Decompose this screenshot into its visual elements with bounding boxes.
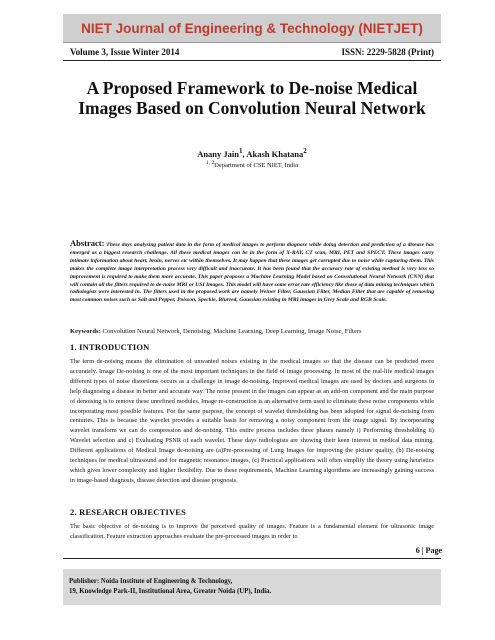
abstract-block [70, 240, 434, 305]
section-text-introduction: The term de-noising means the elimination of unwanted noises existing in the medical images so that the disease can be predicted more accurately. Image De-noising is one of the most important techniques in the field of image processing. In most of the real-life medical images different types of noise distortions occurs as a challenge in image de-noising. Improved medical images are used by doctors and surgeons to help diagnosing a disease in better and accurate way. The noise present in the images can appear as an add-on component and the main purpose of denoising is to remove these unrefined modules. Image re-construction is an alternative term used to eliminate these noise components while incorporating most possible features. For the same purpose, the concept of wavelet thresholding has been adopted for signal de-noising from centuries. This is because the wavelet provides a suitable basis for removing a noisy component from the image signal. By incorporating wavelet transform we can do compression and de-noising. This entire process includes three phases namely i) Performing thresholding ii) Wavelet selection and c) Evaluating PSNR of each wavelet. These days radiologists are showing their keen interest in medical data mining. Different applications of Medical Image de-noising are (a)Pre-processing of Lung Images for improving the picture quality, (b) De-noising techniques for medical ultrasound and for magnetic resonance images, (c) Practical applications will often simplify the theory using heuristics which gives lower complexity and higher flexibility. Due to these requirements, Machine Learning algorithms are increasingly gaining success in image-based diagnosis, disease detection and disease prognosis. [70, 358, 434, 484]
abstract-label: Abstract: [70, 238, 105, 248]
volume-info: Volume 3, Issue Winter 2014 [70, 47, 180, 57]
keywords-line [70, 327, 434, 336]
paper-title: A Proposed Framework to De-noise Medical Images Based on Convolution Neural Network [78, 78, 426, 118]
affiliation-sup: 1, 2 [206, 160, 215, 166]
keywords-label: Keywords: [70, 328, 101, 335]
issn-info: ISSN: 2229-5828 (Print) [341, 47, 434, 57]
publisher-footer [63, 569, 441, 605]
volume-issn-row [70, 47, 434, 57]
publisher-line-1: Publisher: Noida Institute of Engineering & Technology, [69, 578, 233, 585]
section-heading-research-objectives: 2. RESEARCH OBJECTIVES [70, 507, 187, 517]
header-divider [63, 60, 441, 61]
page-number: 6 | Page [415, 546, 442, 555]
affiliation: Department of CSE NIET, India [214, 162, 298, 170]
keywords-text: Convolution Neural Network, Denoising, Machine Learning, Deep Learning, Image Noise, Filters [102, 328, 362, 335]
journal-header-band [63, 14, 441, 43]
author-sup: 2 [303, 147, 307, 155]
abstract-text: These days analysing patient data in the form of medical images to perform diagnose while doing detection and prediction of a disease has emerged as a biggest research challenge. All these medical images can be in the form of X-RAY, CT scan, MRI, PET and SPECT. These images carry intimate information about heart, brain, nerves etc within themselves. It may happen that these images get corrupted due to noise while capturing them. This makes the complete image interpretation process very difficult and inaccurate. It has been found that the accuracy rate of existing method is very less so improvement is required to make them more accurate. This paper proposes a Machine Learning Model based on Convolutional Neural Network (CNN) that will contain all the filters required to de-noise MRI or USI Images. This model will have some error rate efficiency like those of data mining techniques which radiologists were interested in. The filters used in the proposed work are namely Weiner Filter, Gaussian Filter, Median Filter that are capable of removing most common noises such as Salt and Pepper, Poisson, Speckle, Blurred, Gaussian existing in MRI images in Grey Scale and RGB Scale. [70, 242, 434, 304]
authors-line [70, 147, 434, 159]
author-name: Akash Khatana [246, 148, 304, 159]
section-heading-introduction: 1. INTRODUCTION [70, 342, 150, 352]
affiliation-line [70, 160, 434, 169]
section-text-research-objectives: The basic objective of de-noising is to improve the perceived quality of images. Feature is a fundamental element for ultrasonic image classification. Feature extraction approaches evaluate the pre-processed images in order to [70, 523, 434, 540]
author-separator: , [242, 148, 247, 159]
publisher-line-2: 19, Knowledge Park-II, Institutional Area, Greater Noida (UP), India. [69, 588, 272, 595]
footer-divider [63, 558, 441, 559]
journal-title: NIET Journal of Engineering & Technology (NIETJET) [81, 20, 423, 36]
author-name: Anany Jain [197, 148, 239, 159]
author-sup: 1 [239, 147, 243, 155]
